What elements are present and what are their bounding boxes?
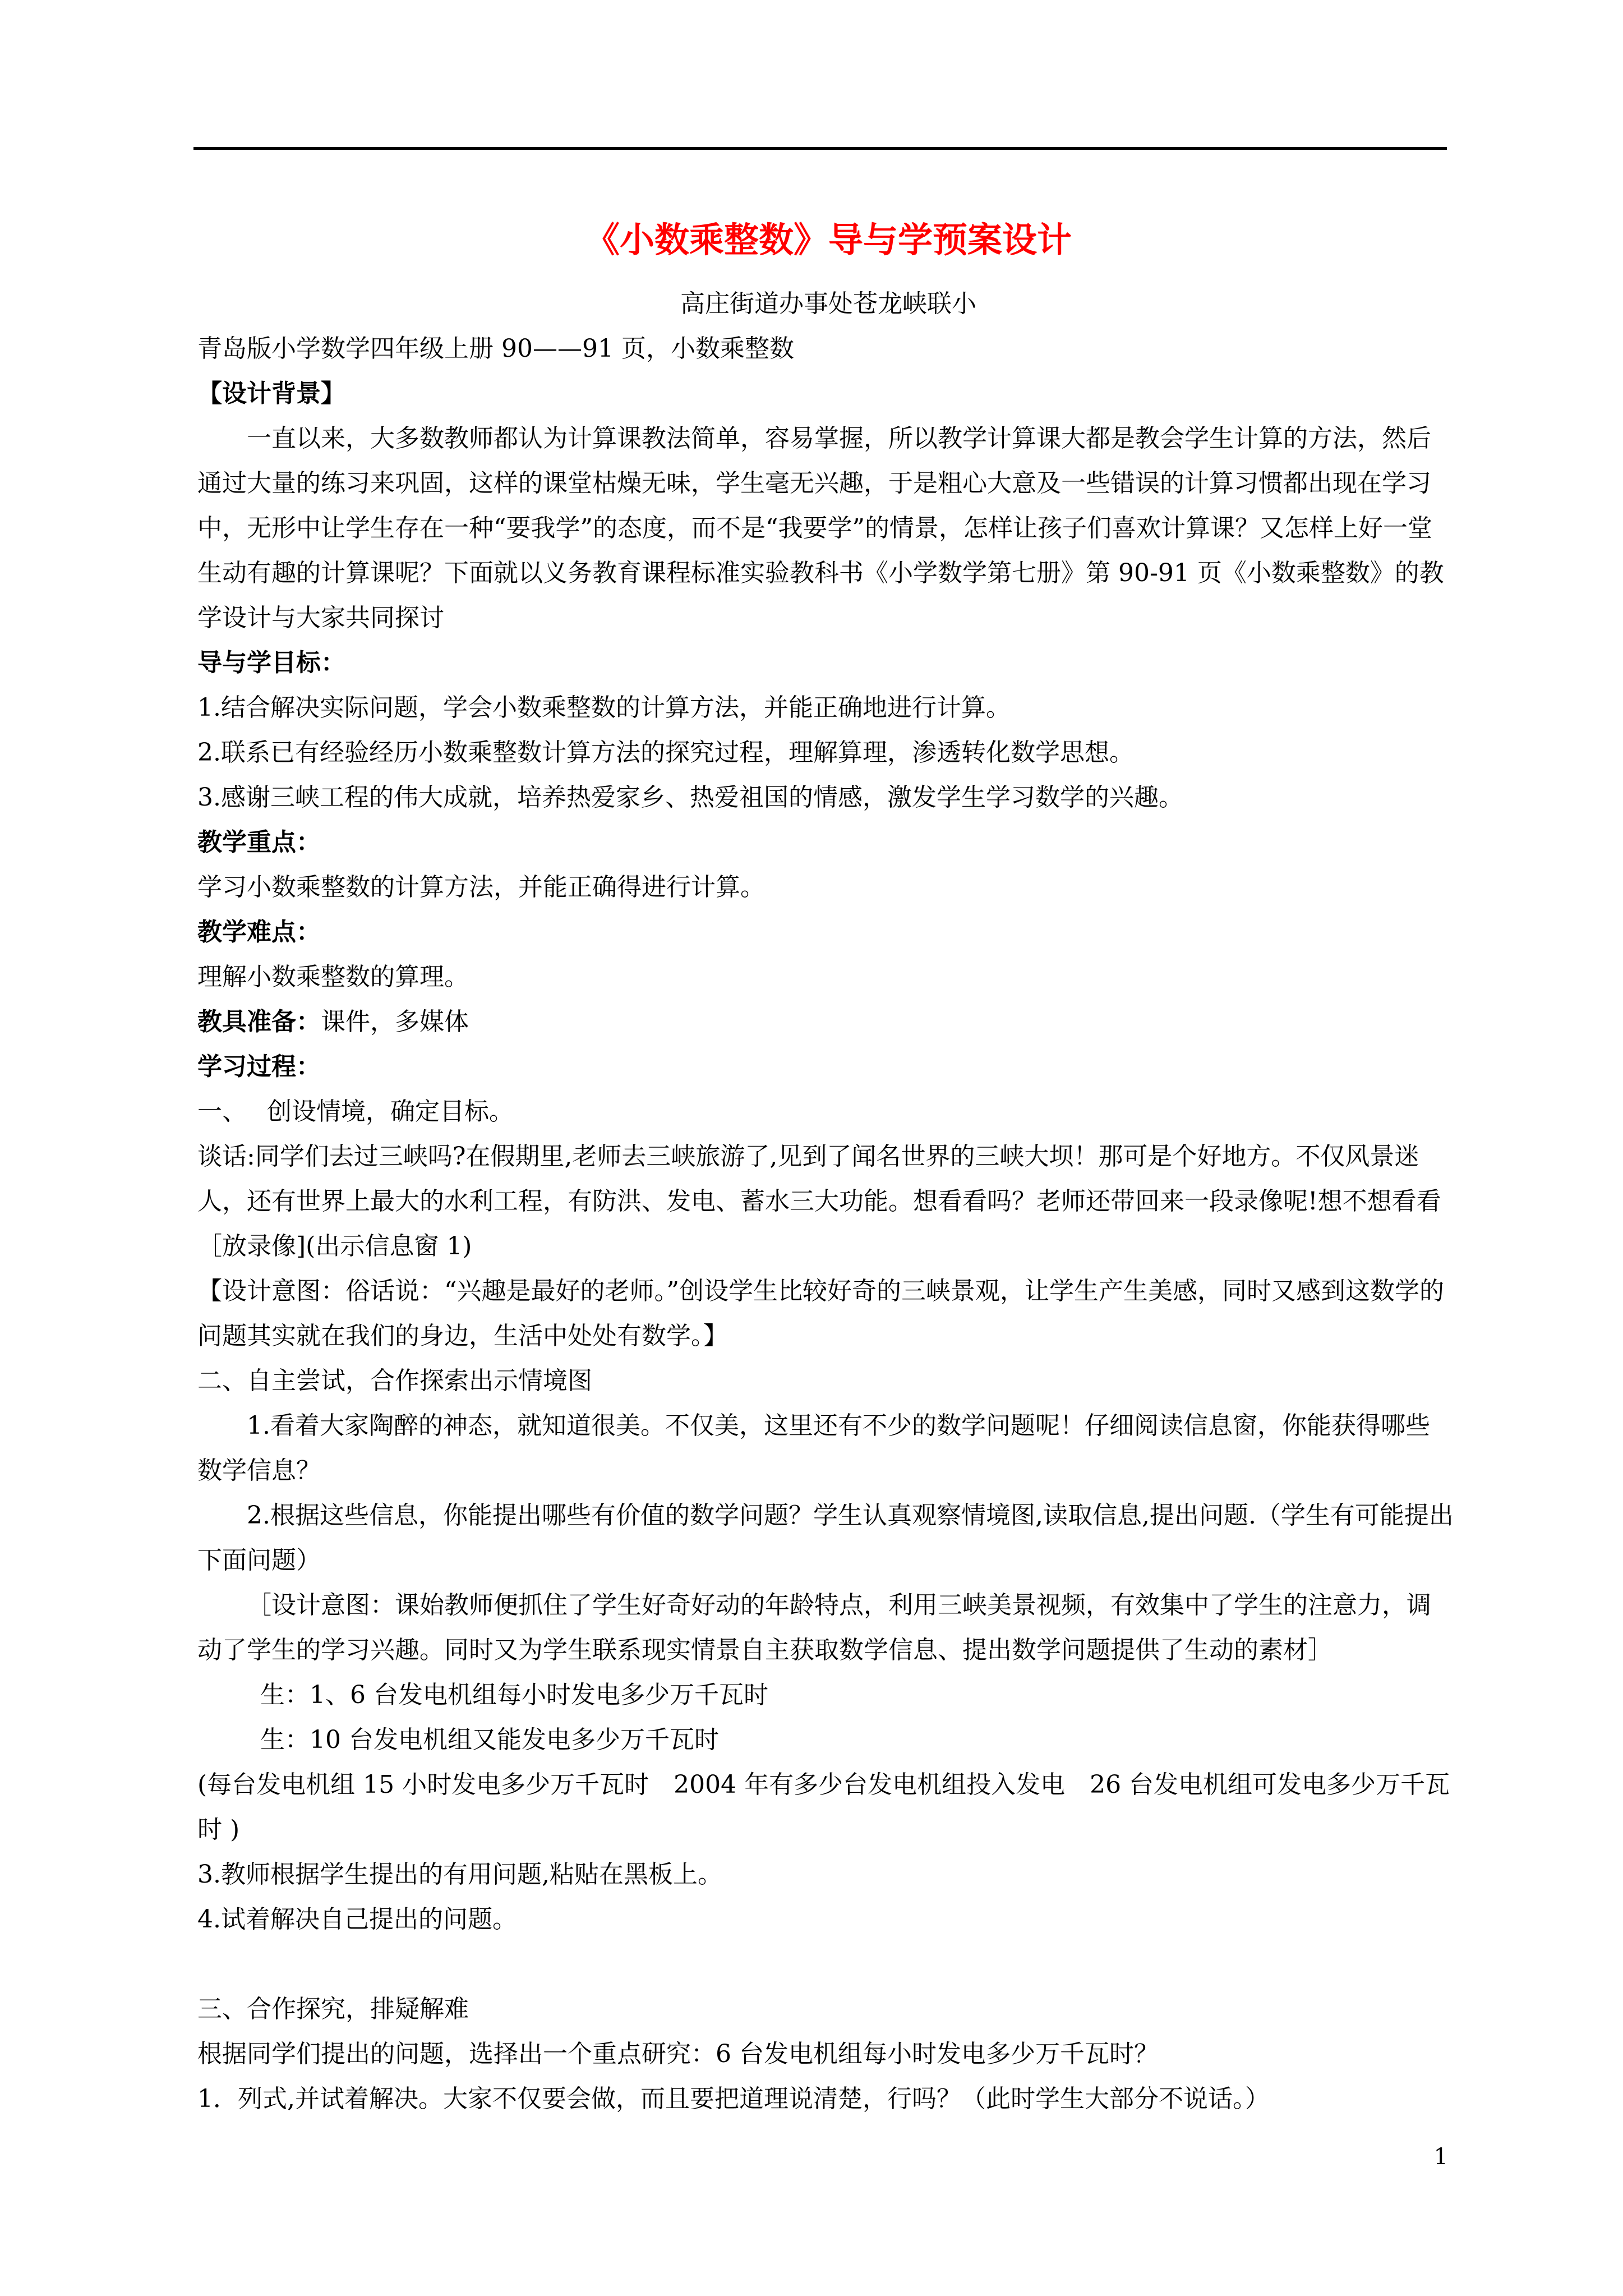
step2-design-intent: ［设计意图：课始教师便抓住了学生好奇好动的年龄特点，利用三峡美景视频，有效集中了学生的注意力，调动了学生的学习兴趣。同时又为学生联系现实情景自主获取数学信息、提出数学问题提供了生动的素材］ (197, 1591, 1431, 1664)
step3-text: 根据同学们提出的问题，选择出一个重点研究：6 台发电机组每小时发电多少万千瓦时？ (197, 2040, 1159, 2068)
difficulty-text: 理解小数乘整数的算理。 (197, 963, 469, 991)
student-answer: 生：1、6 台发电机组每小时发电多少万千瓦时 (260, 1681, 768, 1709)
step2-item: 3.教师根据学生提出的有用问题,粘贴在黑板上。 (197, 1860, 722, 1889)
goals-heading: 导与学目标： (197, 648, 345, 677)
key-point-heading: 教学重点： (197, 828, 321, 857)
goal-item: 3.感谢三峡工程的伟大成就，培养热爱家乡、热爱祖国的情感，激发学生学习数学的兴趣。 (197, 783, 1183, 812)
goal-item: 2.联系已有经验经历小数乘整数计算方法的探究过程，理解算理，渗透转化数学思想。 (197, 738, 1134, 767)
background-paragraph: 一直以来，大多数教师都认为计算课教法简单，容易掌握，所以教学计算课大都是教会学生计算的方法，然后通过大量的练习来巩固，这样的课堂枯燥无味，学生毫无兴趣，于是粗心大意及一些错误的计算习惯都出现在学习中，无形中让学生存在一种“要我学”的态度，而不是“我要学”的情景，怎样让孩子们喜欢计算课？又怎样上好一堂生动有趣的计算课呢？下面就以义务教育课程标准实验教科书《小学数学第七册》第 90-91 页《小数乘整数》的教学设计与大家共同探讨 (197, 424, 1444, 632)
tools-text: 课件，多媒体 (321, 1007, 469, 1036)
process-heading: 学习过程： (197, 1052, 321, 1081)
step3-heading: 三、合作探究，排疑解难 (197, 1995, 469, 2023)
author-line: 高庄街道办事处苍龙峡联小 (680, 289, 976, 318)
difficulty-heading: 教学难点： (197, 918, 321, 946)
document-body (197, 209, 1454, 2122)
step1-design-intent: 【设计意图：俗话说：“兴趣是最好的老师。”创设学生比较好奇的三峡景观，让学生产生美感，同时又感到这数学的问题其实就在我们的身边，生活中处处有数学。】 (197, 1277, 1444, 1350)
step2-heading: 二、自主尝试，合作探索出示情境图 (197, 1366, 592, 1395)
page-number: 1 (1433, 2144, 1448, 2170)
step1-heading: 一、 创设情境，确定目标。 (197, 1097, 514, 1126)
document-title: 《小数乘整数》导与学预案设计 (584, 219, 1072, 260)
tools-line (197, 1000, 1454, 1045)
header-rule (193, 147, 1447, 150)
goal-item: 1.结合解决实际问题，学会小数乘整数的计算方法，并能正确地进行计算。 (197, 693, 1011, 722)
step2-item: 2.根据这些信息，你能提出哪些有价值的数学问题？学生认真观察情境图,读取信息,提出问题.（学生有可能提出下面问题） (197, 1501, 1454, 1575)
step2-item: 4.试着解决自己提出的问题。 (197, 1905, 517, 1934)
step2-item: 1.看着大家陶醉的神态，就知道很美。不仅美，这里还有不少的数学问题呢！仔细阅读信息窗，你能获得哪些数学信息？ (197, 1411, 1430, 1485)
source-line: 青岛版小学数学四年级上册 90——91 页，小数乘整数 (197, 334, 794, 363)
tools-heading: 教具准备： (197, 1007, 321, 1036)
step3-item: 1．列式,并试着解决。大家不仅要会做，而且要把道理说清楚，行吗？（此时学生大部分不说话。） (197, 2085, 1270, 2113)
step1-talk: 谈话:同学们去过三峡吗?在假期里,老师去三峡旅游了,见到了闻名世界的三峡大坝！那可是个好地方。不仅风景迷人，还有世界上最大的水利工程，有防洪、发电、蓄水三大功能。想看看吗？老师还带回来一段录像呢!想不想看看 ［放录像](出示信息窗 1) (197, 1142, 1441, 1260)
background-heading: 【设计背景】 (197, 379, 345, 408)
student-more-questions: (每台发电机组 15 小时发电多少万千瓦时 2004 年有多少台发电机组投入发电 26 台发电机组可发电多少万千瓦时 ) (197, 1770, 1450, 1844)
key-point-text: 学习小数乘整数的计算方法，并能正确得进行计算。 (197, 873, 765, 901)
student-answer: 生：10 台发电机组又能发电多少万千瓦时 (260, 1726, 719, 1754)
